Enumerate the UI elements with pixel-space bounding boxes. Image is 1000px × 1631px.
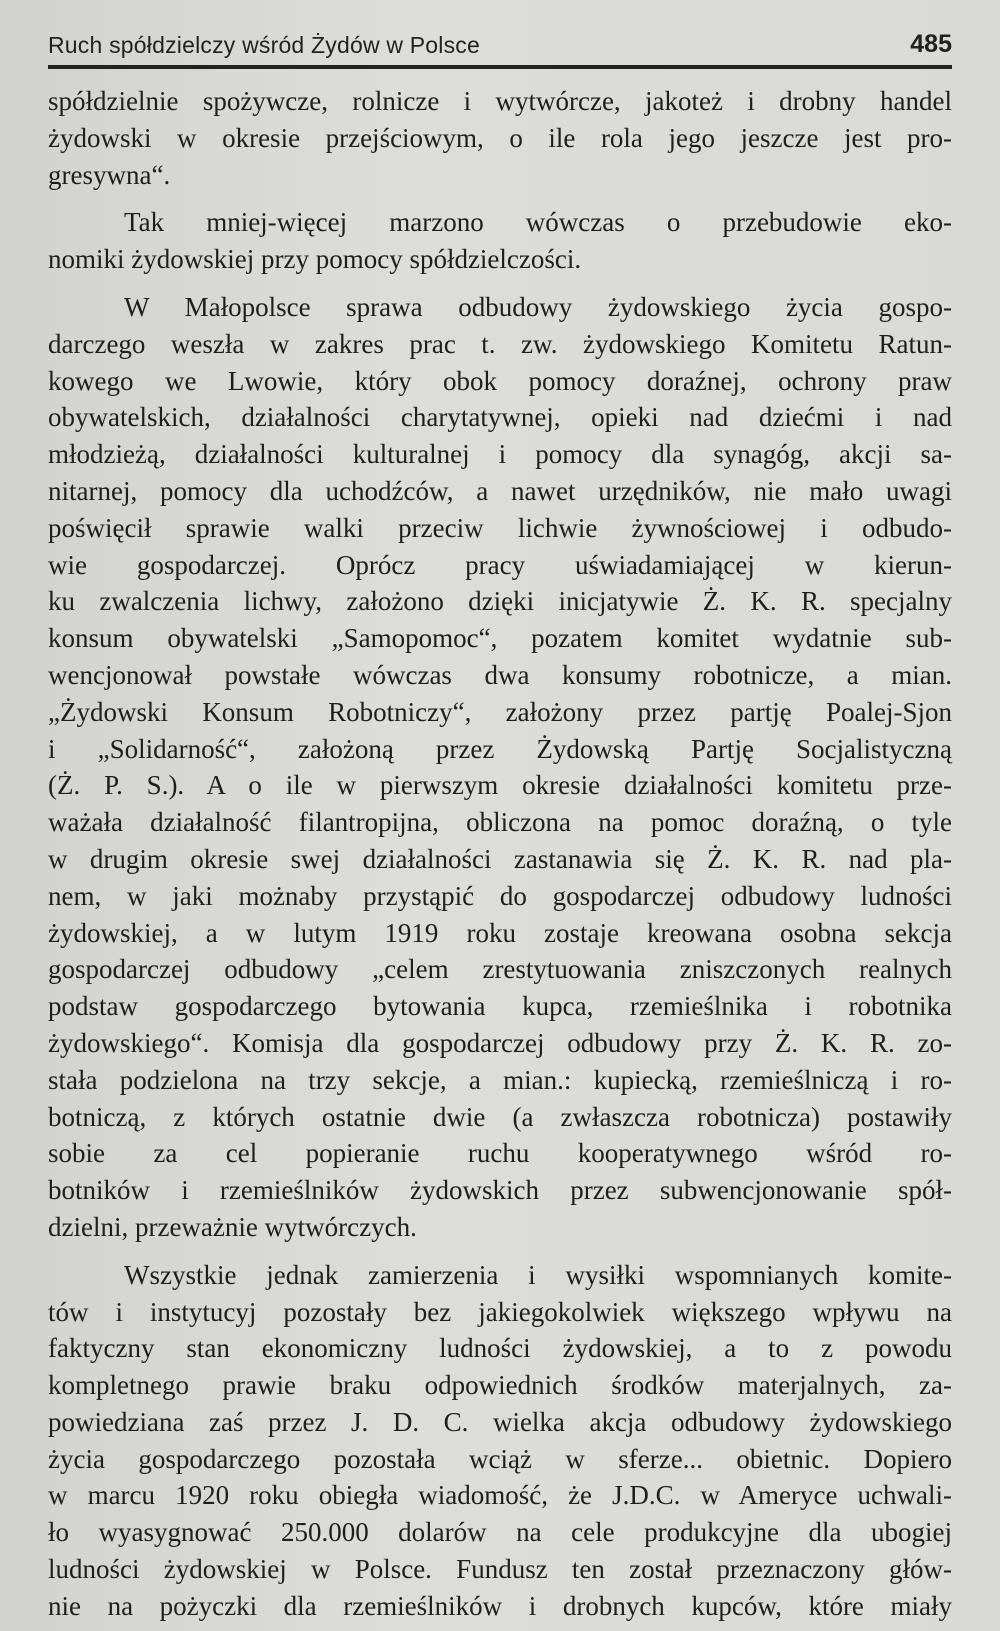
text-line: żydowski w okresie przejściowym, o ile rola jego jeszcze jest pro- [48, 122, 952, 153]
text-line: faktyczny stan ekonomiczny ludności żydowskiej, a to z powodu [48, 1333, 952, 1364]
text-line: ło wyasygnować 250.000 dolarów na cele produkcyjne dla ubogiej [48, 1517, 952, 1548]
text-line: młodzieżą, działalności kulturalnej i pomocy dla synagóg, akcji sa- [48, 439, 952, 470]
text-line: gospodarczej odbudowy „celem zrestytuowania zniszczonych realnych [48, 954, 952, 985]
running-title: Ruch spółdzielczy wśród Żydów w Polsce [48, 32, 480, 58]
text-line: „Żydowski Konsum Robotniczy“, założony przez partję Poalej-Sjon [48, 696, 952, 727]
text-line: botniczą, z których ostatnie dwie (a zwłaszcza robotnicza) postawiły [48, 1101, 952, 1132]
text-line: życia gospodarczego pozostała wciąż w sferze... obietnic. Dopiero [48, 1443, 952, 1474]
body-text [48, 83, 952, 1625]
text-line: sobie za cel popieranie ruchu kooperatywnego wśród ro- [48, 1138, 952, 1169]
page-number: 485 [910, 30, 952, 58]
text-line: nitarnej, pomocy dla uchodźców, a nawet urzędników, nie mało uwagi [48, 475, 952, 506]
text-line: nem, w jaki możnaby przystąpić do gospodarczej odbudowy ludności [48, 880, 952, 911]
text-line: żydowskiego“. Komisja dla gospodarczej odbudowy przy Ż. K. R. zo- [48, 1027, 952, 1058]
text-line: żydowskiej, a w lutym 1919 roku zostaje kreowana osobna sekcja [48, 917, 952, 948]
text-line: stała podzielona na trzy sekcje, a mian.: kupiecką, rzemieślniczą i ro- [48, 1064, 952, 1095]
text-line: podstaw gospodarczego bytowania kupca, rzemieślnika i robotnika [48, 991, 952, 1022]
text-line: spółdzielnie spożywcze, rolnicze i wytwórcze, jakoteż i drobny handel [48, 86, 952, 116]
text-line: poświęcił sprawie walki przeciw lichwie żywnościowej i odbudo- [48, 512, 952, 543]
text-line: wie gospodarczej. Oprócz pracy uświadamiającej w kierun- [48, 549, 952, 580]
running-header [48, 30, 952, 65]
text-line: powiedziana zaś przez J. D. C. wielka akcja odbudowy żydowskiego [48, 1406, 952, 1437]
text-line: w drugim okresie swej działalności zastanawia się Ż. K. R. nad pla- [48, 843, 952, 874]
header-rule [48, 65, 952, 69]
text-line: kompletnego prawie braku odpowiednich środków materjalnych, za- [48, 1370, 952, 1401]
text-line: ku zwalczenia lichwy, założono dzięki inicjatywie Ż. K. R. specjalny [48, 586, 952, 617]
text-line: w marcu 1920 roku obiegła wiadomość, że J.D.C. w Ameryce uchwali- [48, 1480, 952, 1511]
text-line: (Ż. P. S.). A o ile w pierwszym okresie działalności komitetu prze- [48, 770, 952, 801]
paragraph-1 [48, 83, 952, 193]
text-line: kowego we Lwowie, który obok pomocy doraźnej, ochrony praw [48, 365, 952, 396]
text-line: tów i instytucyj pozostały bez jakiegokolwiek większego wpływu na [48, 1296, 952, 1327]
text-line: ważała działalność filantropijna, obliczona na pomoc doraźną, o tyle [48, 807, 952, 838]
paragraph-4 [48, 1257, 952, 1625]
text-line: W Małopolsce sprawa odbudowy żydowskiego życia gospo- [124, 291, 952, 322]
paragraph-3 [48, 289, 952, 1246]
text-line: botników i rzemieślników żydowskich przez subwencjonowanie spół- [48, 1175, 952, 1206]
text-line: obywatelskich, działalności charytatywnej, opieki nad dziećmi i nad [48, 402, 952, 433]
paragraph-2 [48, 204, 952, 278]
text-line: wencjonował powstałe wówczas dwa konsumy robotnicze, a mian. [48, 659, 952, 690]
text-line: ludności żydowskiej w Polsce. Fundusz ten został przeznaczony głów- [48, 1554, 952, 1585]
text-line: konsum obywatelski „Samopomoc“, pozatem komitet wydatnie sub- [48, 623, 952, 654]
text-line: nomiki żydowskiej przy pomocy spółdzielczości. [48, 244, 582, 275]
text-line: nie na pożyczki dla rzemieślników i drobnych kupców, które miały [48, 1590, 952, 1621]
text-line: gresywna“. [48, 159, 171, 190]
text-line: Tak mniej-więcej marzono wówczas o przebudowie eko- [124, 207, 952, 238]
text-line: i „Solidarność“, założoną przez Żydowską Partję Socjalistyczną [48, 733, 952, 764]
text-line: dzielni, przeważnie wytwórczych. [48, 1211, 417, 1242]
text-line: Wszystkie jednak zamierzenia i wysiłki wspomnianych komite- [124, 1259, 952, 1290]
text-line: darczego weszła w zakres prac t. zw. żydowskiego Komitetu Ratun- [48, 328, 952, 359]
